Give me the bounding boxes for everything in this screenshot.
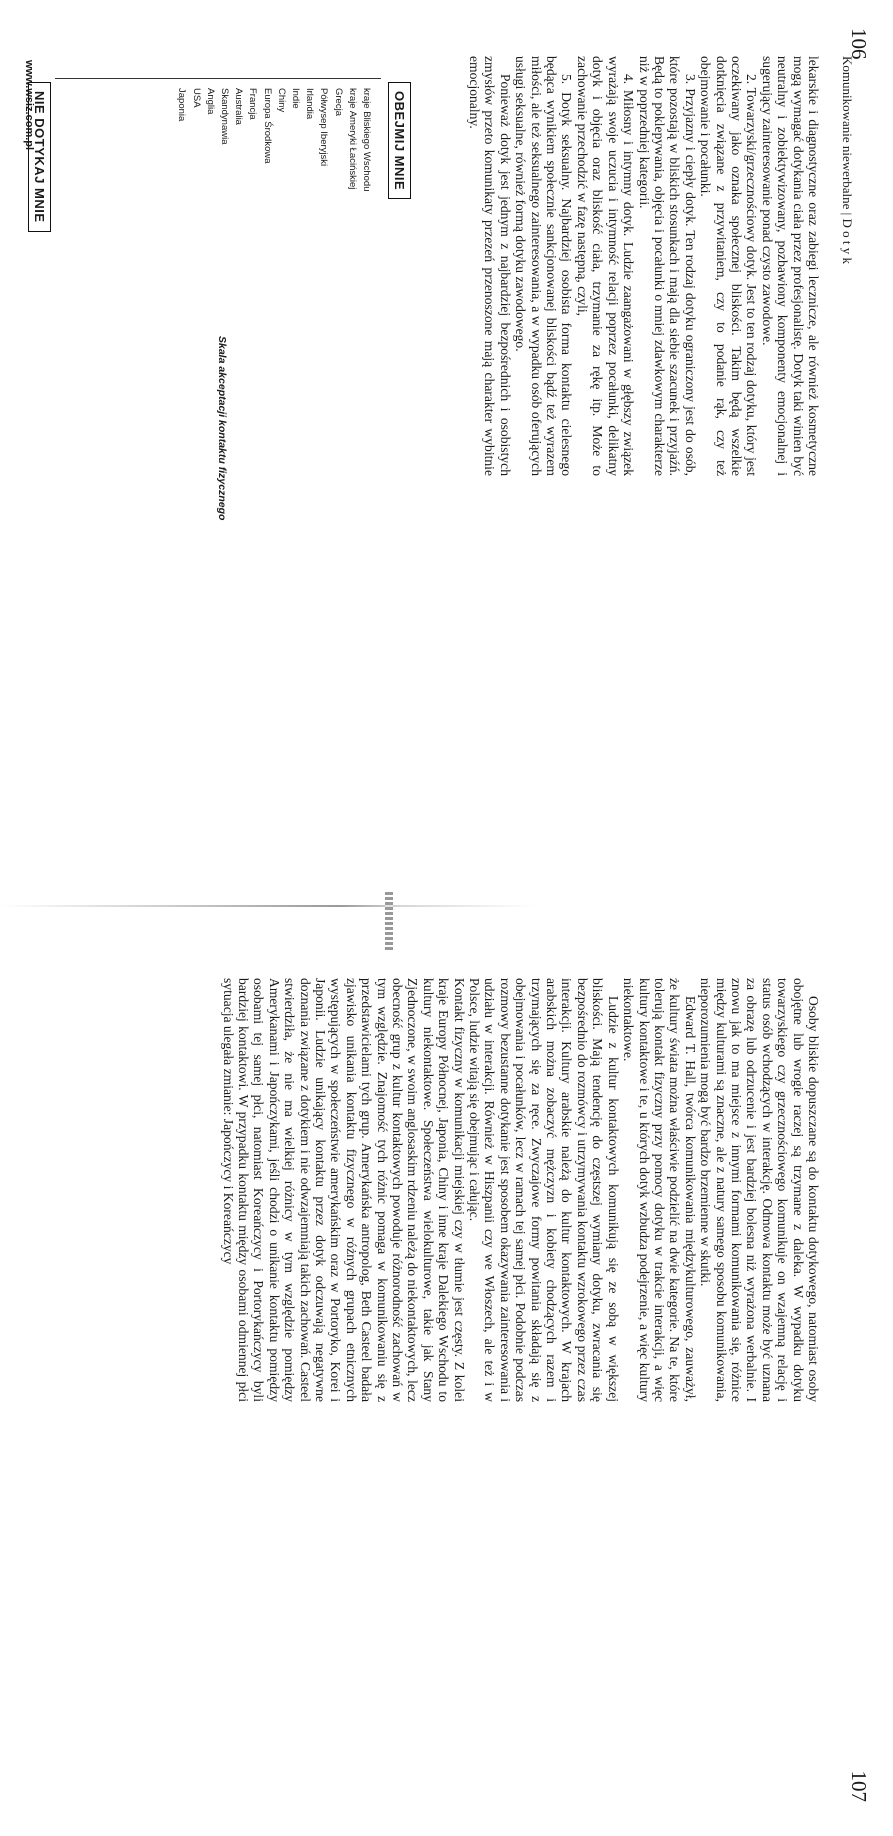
scale-bottom-label: NIE DOTYKAJ MNIE bbox=[28, 82, 51, 232]
country-list bbox=[174, 88, 373, 192]
left-page-body bbox=[467, 56, 821, 476]
paragraph: Ludzie z kultur kontaktowych komunikują się ze sobą w większej bliskości. Mają tendencję do częstszej wymiany dotyku, zwracania się bezpośrednio do rozmówcy i utrzymywania kontaktu wzrokowego przez czas interakcji. Kultury arabskie należą do kultur kontaktowych. W krajach arabskich można zobaczyć mężczyzn i kobiety chodzących razem i trzymających się za ręce. Zwyczajowe formy powitania składają się z obejmowania i pocałunków, lecz w ramach tej samej płci. Podobnie podczas rozmowy bezustanne dotykanie jest sposobem okazywania zainteresowania i udziału w interakcji. Również w Hiszpanii czy we Włoszech, ale też i w Polsce, ludzie witają się obejmując i całując. bbox=[467, 978, 621, 1402]
right-page-body bbox=[220, 978, 821, 1402]
running-head: Komunikowanie niewerbalne | D o t y k bbox=[840, 56, 855, 265]
country-item: Japonia bbox=[176, 88, 188, 122]
country-item: Grecja bbox=[332, 88, 344, 116]
paragraph: 2. Towarzyski/grzecznościowy dotyk. Jest to ten rodzaj dotyku, który jest oczekiwany jako oznaka społecznej bliskości. Takim będą wszelkie dotknięcia związane z przywitaniem, czy to podanie rąk, czy też obejmowanie i pocałunki. bbox=[698, 56, 760, 476]
paragraph: Osoby bliskie dopuszczane są do kontaktu dotykowego, natomiast osoby obojętne lub wrogie raczej są trzymane z daleka. W wypadku dotyku towarzyskiego czy grzecznościowego komunikuje on wzajemną relację i status osób wchodzących w interakcję. Odmowa kontaktu może być uznana za obrazę lub odrzucenie i jest bardziej bolesna niż wyrażona werbalnie. I znowu jak to ma miejsce z innymi formami komunikowania się, różnice między kulturami są znaczne, ale z natury samego sposobu komunikowania, nieporozumienia mogą być bardzo brzemienne w skutki. bbox=[698, 978, 821, 1402]
paragraph: Kontakt fizyczny w komunikacji miejskiej czy w tłumie jest częsty. Z kolei kraje Europy Północnej, Japonia, Chiny i inne kraje Dalekiego Wschodu to kultury niekontaktowe. Społeczeństwa wielokulturowe, takie jak Stany Zjednoczone, w swoim anglosaskim rdzeniu należą do niekontaktowych, lecz obecność grup z kultur kontaktowych powoduje różnorodność zachowań w tym względzie. Znajomość tych różnic pomaga w komunikowaniu się z przedstawicielami tych grup. Amerykańska antropolog, Beth Casteel badała zjawisko unikania kontaktu fizycznego w różnych grupach etnicznych występujących w społeczeństwie amerykańskim oraz w Portoryko, Korei i Japonii. Ludzie unikający kontaktu przez dotyk odczuwają negatywne doznania związane z dotykiem i nie odwzajemniają takich zachowań. Casteel stwierdziła, że nie ma wielkiej różnicy w tym względzie pomiędzy Amerykanami i Japończykami, jeśli chodzi o unikanie kontaktu pomiędzy osobami tej samej płci, natomiast Koreańczycy i Portorykańczycy byli bardziej kontaktowi. W przypadku kontaktu między osobami odmiennej płci sytuacja ulegała zmianie: Japończycy i Koreańczycy bbox=[220, 978, 467, 1402]
footer-url: www.wsiz.com.pl bbox=[23, 60, 35, 151]
paragraph: 3. Przyjazny i ciepły dotyk. Ten rodzaj dotyku ograniczony jest do osób, które pozostają w bliskich stosunkach i mają dla siebie szacunek i przyjaźń. Będą to poklepywania, objęcia i pocałunki o mniej zdawkowym charakterze niż w poprzedniej kategorii. bbox=[636, 56, 698, 476]
scale-axis bbox=[55, 78, 381, 79]
country-item: Anglia bbox=[204, 88, 216, 115]
country-item: Irlandia bbox=[304, 88, 316, 120]
page-number-left: 106 bbox=[847, 28, 871, 60]
gutter-divider bbox=[0, 905, 893, 907]
paragraph: 4. Miłosny i intymny dotyk. Ludzie zaangażowani w głębszy związek wyrażają swoje uczucia i intymność relacji poprzez pocałunki, delikatny dotyk i objęcia oraz bliskość ciała, trzymanie za rękę itp. Może to zachowanie przechodzić w fazę następną, czyli, bbox=[574, 56, 637, 476]
paragraph: lekarskie i diagnostyczne oraz zabiegi lecznicze, ale również kosmetyczne mogą wymagać dotykania ciała przez profesjonalistę. Dotyk taki winien być neutralny i zobiektywizowany, pozbawiony komponenty emocjonalnej i sugerujący zainteresowanie ponad czysto zawodowe. bbox=[759, 56, 821, 476]
country-item: Australia bbox=[233, 88, 245, 125]
country-item: Francja bbox=[247, 88, 259, 120]
country-item: Chiny bbox=[275, 88, 287, 113]
country-item: kraje Bliskiego Wschodu bbox=[361, 88, 372, 192]
paragraph: Edward T. Hall, twórca komunikowania międzykulturowego, zauważył, że kultury świata można właściwie podzielić na dwie kategorie. Na te, które tolerują kontakt fizyczny przy pomocy dotyku w trakcie interakcji, a więc kultury kontaktowe i te, u których dotyk wzbudza podejrzenie, a więc kultury niekontaktowe. bbox=[621, 978, 698, 1402]
page-number-right: 107 bbox=[847, 1770, 871, 1802]
scale-top-label: OBEJMIJ MNIE bbox=[388, 82, 411, 199]
paragraph: Ponieważ dotyk jest jednym z najbardziej bezpośrednich i osobistych zmysłów przeto komunikaty przezeń przenoszone mają charakter wybitnie emocjonalny. bbox=[467, 56, 513, 476]
chart-caption: Skala akceptacji kontaktu fizycznego bbox=[216, 336, 228, 521]
country-item: Europa Środkowa bbox=[261, 88, 273, 164]
country-item: Półwysep Iberyjski bbox=[318, 88, 330, 167]
paragraph: 5. Dotyk seksualny. Najbardziej osobista forma kontaktu cielesnego będąca wynikiem społecznie sankcjonowanej bliskości bądź też wyrazem miłości, ale też seksualnego zainteresowania, a w wypadku osób oferujących usługi seksualne, również formą dotyku zawodowego. bbox=[513, 56, 575, 476]
page-107 bbox=[0, 918, 893, 1836]
country-item: kraje Ameryki Łacińskiej bbox=[346, 88, 358, 190]
country-item: Indie bbox=[289, 88, 301, 109]
contact-acceptance-scale bbox=[23, 56, 423, 856]
country-item: Skandynawia bbox=[218, 88, 230, 145]
country-item: USA bbox=[190, 88, 202, 108]
